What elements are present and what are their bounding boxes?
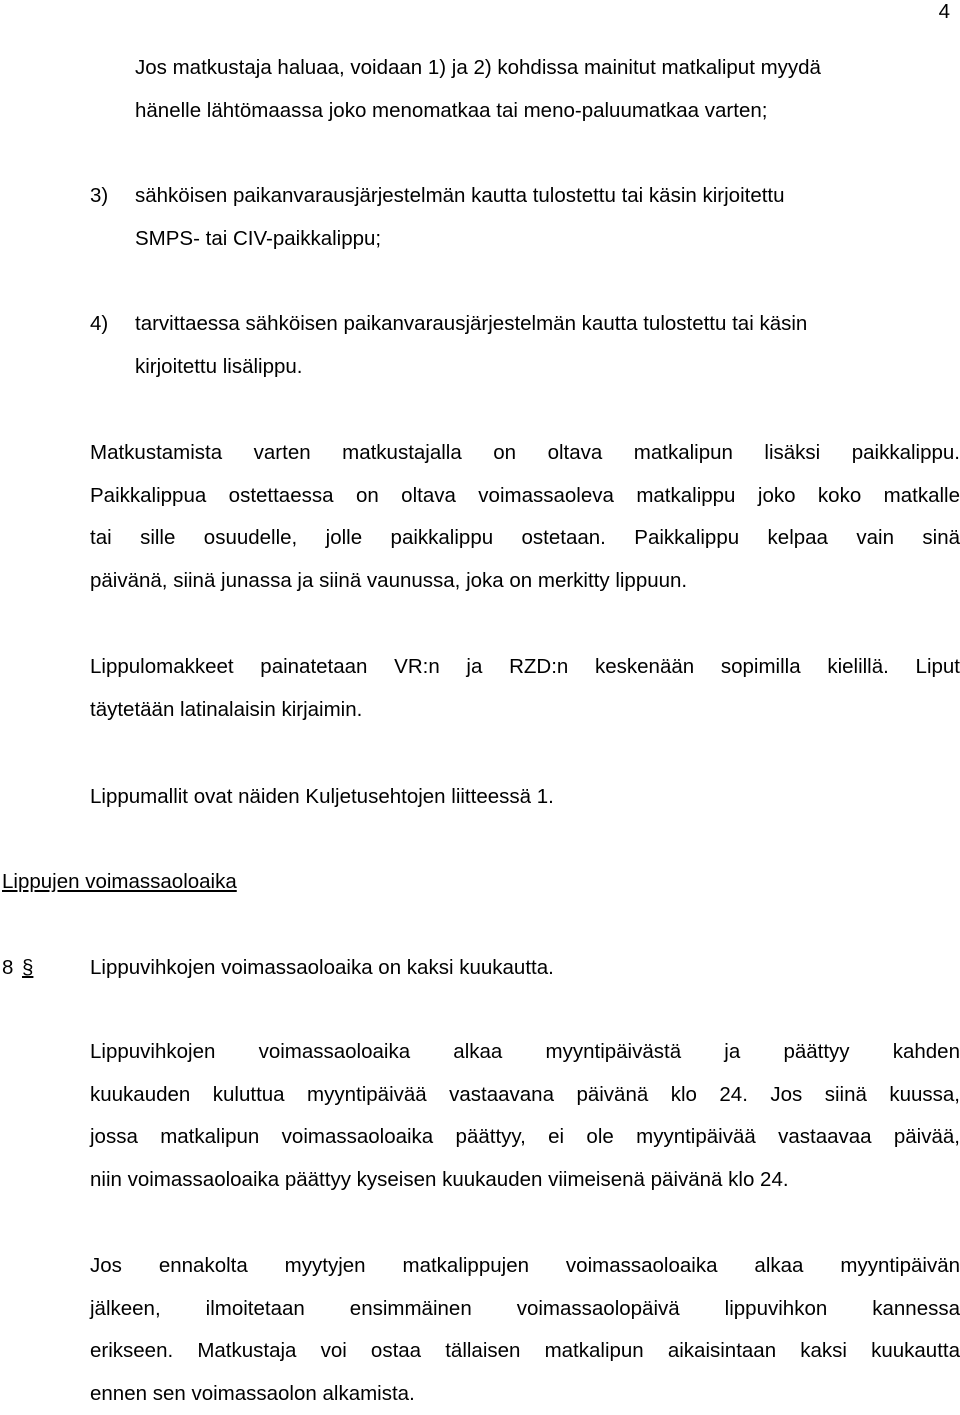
intro-line-1: Jos matkustaja haluaa, voidaan 1) ja 2) kohdissa mainitut matkaliput myydä (135, 56, 821, 80)
section-8-text: Lippuvihkojen voimassaoloaika on kaksi kuukautta. (90, 956, 554, 980)
paragraph-line: Lippulomakkeet painatetaan VR:n ja RZD:n keskenään sopimilla kielillä. Liput (90, 646, 960, 689)
section-heading: Lippujen voimassaoloaika (2, 870, 237, 894)
paragraph-advance-sale (90, 1245, 960, 1415)
paragraph-line: erikseen. Matkustaja voi ostaa tällaisen matkalipun aikaisintaan kaksi kuukautta (90, 1330, 960, 1373)
item-4-line-2: kirjoitettu lisälippu. (135, 355, 303, 379)
paragraph-seat-ticket (90, 432, 960, 602)
item-3-number: 3) (90, 184, 108, 208)
paragraph-line: täytetään latinalaisin kirjaimin. (90, 689, 960, 732)
section-8-number: 8 (2, 956, 13, 980)
intro-line-2: hänelle lähtömaassa joko menomatkaa tai meno-paluumatkaa varten; (135, 99, 767, 123)
paragraph-line: Lippuvihkojen voimassaoloaika alkaa myyntipäivästä ja päättyy kahden (90, 1031, 960, 1074)
paragraph-line: päivänä, siinä junassa ja siinä vaunussa, joka on merkitty lippuun. (90, 560, 960, 603)
paragraph-line: jälkeen, ilmoitetaan ensimmäinen voimassaolopäivä lippuvihkon kannessa (90, 1288, 960, 1331)
paragraph-line: kuukauden kuluttua myyntipäivää vastaavana päivänä klo 24. Jos siinä kuussa, (90, 1074, 960, 1117)
paragraph-ticket-models: Lippumallit ovat näiden Kuljetusehtojen liitteessä 1. (90, 785, 554, 809)
paragraph-line: niin voimassaoloaika päättyy kyseisen kuukauden viimeisenä päivänä klo 24. (90, 1159, 960, 1202)
paragraph-line: tai sille osuudelle, jolle paikkalippu ostetaan. Paikkalippu kelpaa vain sinä (90, 517, 960, 560)
paragraph-validity (90, 1031, 960, 1201)
item-3-line-1: sähköisen paikanvarausjärjestelmän kautta tulostettu tai käsin kirjoitettu (135, 184, 785, 208)
section-symbol: § (22, 956, 33, 980)
item-4-line-1: tarvittaessa sähköisen paikanvarausjärjestelmän kautta tulostettu tai käsin (135, 312, 807, 336)
item-4-number: 4) (90, 312, 108, 336)
paragraph-line: Matkustamista varten matkustajalla on oltava matkalipun lisäksi paikkalippu. (90, 432, 960, 475)
item-3-line-2: SMPS- tai CIV-paikkalippu; (135, 227, 381, 251)
page-number: 4 (939, 0, 950, 24)
paragraph-line: jossa matkalipun voimassaoloaika päättyy, ei ole myyntipäivää vastaavaa päivää, (90, 1116, 960, 1159)
paragraph-ticket-forms (90, 646, 960, 731)
paragraph-line: Paikkalippua ostettaessa on oltava voimassaoleva matkalippu joko koko matkalle (90, 475, 960, 518)
paragraph-line: Jos ennakolta myytyjen matkalippujen voimassaoloaika alkaa myyntipäivän (90, 1245, 960, 1288)
paragraph-line: ennen sen voimassaolon alkamista. (90, 1373, 960, 1415)
